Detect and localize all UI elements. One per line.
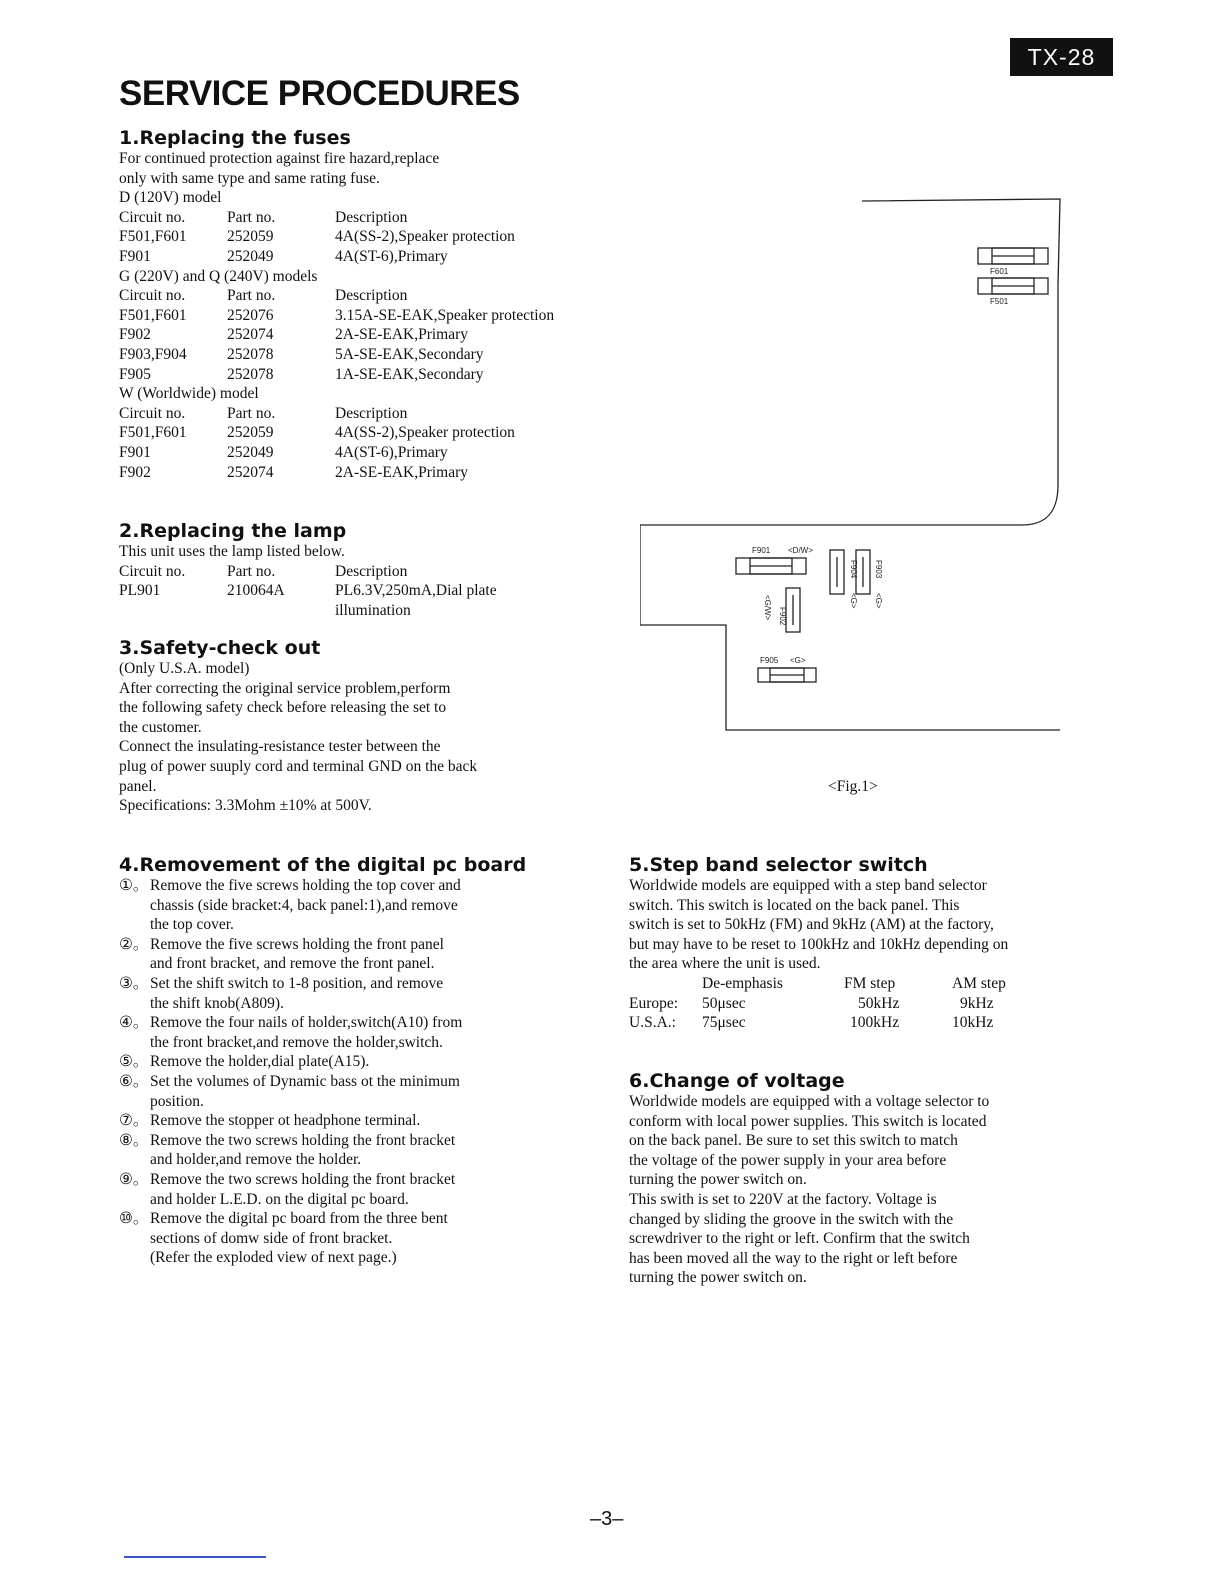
step-band-heading: 5.Step band selector switch — [629, 854, 928, 876]
safety-section — [119, 637, 619, 816]
fuse-table-row: F903,F904 252078 5A-SE-EAK,Secondary — [119, 345, 484, 363]
step-band-row-europe: Europe: 50μsec 50kHz 9kHz — [629, 994, 994, 1012]
fuse-table-row: F905 252078 1A-SE-EAK,Secondary — [119, 365, 484, 383]
label-f601: F601 — [990, 267, 1009, 276]
label-f905-note: <G> — [790, 656, 806, 665]
board-step: ⑩。 Remove the digital pc board from the three bent sections of domw side of front bracket. (Refer the exploded view of next page.) — [119, 1210, 448, 1267]
board-step: ⑦。 Remove the stopper ot headphone terminal. — [119, 1112, 421, 1130]
fuses-intro: For continued protection against fire hazard,replace only with same type and same rating fuse. — [119, 150, 440, 187]
step-band-text: Worldwide models are equipped with a step band selector switch. This switch is located on the back panel. This switch is set to 50kHz (FM) and 9kHz (AM) at the factory, but may have to be reset to 100kHz and 10kHz depending on the area where the unit is used. — [629, 877, 1009, 973]
board-section — [119, 854, 619, 1268]
board-step: ③。 Set the shift switch to 1-8 position, and remove the shift knob(A809). — [119, 974, 444, 1012]
label-f501: F501 — [990, 297, 1009, 306]
step-number: ⑩。 — [119, 1210, 149, 1228]
step-number: ⑥。 — [119, 1072, 149, 1090]
safety-text: (Only U.S.A. model) After correcting the original service problem,perform the following safety check before releasing the set to the customer. Connect the insulating-resistance tester between the plug of power suuply cord and terminal GND on the back panel. Specifications: 3.3Mohm ±10% at 500V. — [119, 660, 478, 815]
step-number: ④。 — [119, 1014, 149, 1032]
board-step: ⑥。 Set the volumes of Dynamic bass ot the minimum position. — [119, 1072, 460, 1110]
voltage-heading: 6.Change of voltage — [629, 1070, 845, 1092]
fuse-table-row: F501,F601 252059 4A(SS-2),Speaker protection — [119, 228, 515, 246]
fuse-table-row: F902 252074 2A-SE-EAK,Primary — [119, 326, 469, 344]
fuse-table-row: F501,F601 252076 3.15A-SE-EAK,Speaker protection — [119, 306, 555, 324]
label-f901-note: <D/W> — [788, 546, 813, 555]
step-number: ⑨。 — [119, 1170, 149, 1188]
board-heading: 4.Removement of the digital pc board — [119, 854, 527, 876]
board-steps — [119, 876, 619, 1268]
fuse-group-model: G (220V) and Q (240V) models — [119, 267, 318, 285]
board-step: ⑤。 Remove the holder,dial plate(A15). — [119, 1053, 370, 1071]
fuse-group-model: D (120V) model — [119, 189, 222, 207]
step-number: ⑦。 — [119, 1112, 149, 1130]
step-number: ⑤。 — [119, 1053, 149, 1071]
step-band-row-usa: U.S.A.: 75μsec 100kHz 10kHz — [629, 1014, 994, 1032]
lamp-table-header: Circuit no. Part no. Description — [119, 562, 408, 580]
safety-heading: 3.Safety-check out — [119, 637, 321, 659]
label-f904: F904 — [849, 560, 858, 579]
fuse-groups — [119, 188, 619, 482]
lamp-table-row: PL901 210064A PL6.3V,250mA,Dial plate illumination — [119, 582, 497, 619]
step-number: ⑧。 — [119, 1131, 149, 1149]
step-band-section — [629, 854, 1119, 1033]
lamp-intro: This unit uses the lamp listed below. — [119, 543, 345, 560]
page-title: SERVICE PROCEDURES — [119, 74, 520, 113]
label-g-note-1: <G> — [849, 593, 858, 609]
figure-caption: <Fig.1> — [828, 778, 878, 795]
fuse-table-header: Circuit no. Part no. Description — [119, 404, 408, 422]
label-f903: F903 — [874, 560, 883, 579]
board-step: ⑨。 Remove the two screws holding the front bracket and holder L.E.D. on the digital pc board. — [119, 1170, 456, 1208]
fuse-table-row: F501,F601 252059 4A(SS-2),Speaker protection — [119, 424, 515, 442]
fuse-group-model: W (Worldwide) model — [119, 385, 259, 403]
board-step: ②。 Remove the five screws holding the front panel and front bracket, and remove the front panel. — [119, 935, 444, 973]
label-f902: F902 — [778, 607, 787, 626]
label-g-note-2: <G> — [874, 593, 883, 609]
fuse-table-header: Circuit no. Part no. Description — [119, 208, 408, 226]
fuse-table-row: F902 252074 2A-SE-EAK,Primary — [119, 463, 469, 481]
fuse-location-figure — [640, 195, 1070, 745]
fuse-table-header: Circuit no. Part no. Description — [119, 287, 408, 305]
step-band-table-header: De-emphasis FM step AM step — [702, 974, 1006, 992]
voltage-section — [629, 1070, 1119, 1288]
voltage-text: Worldwide models are equipped with a voltage selector to conform with local power supplies. This switch is located on the back panel. Be sure to set this switch to match the voltage of the power supply in your area before turning the power switch on. This swith is set to 220V at the factory. Voltage is changed by sliding the groove in the switch with the screwdriver to the right or left. Confirm that the switch has been moved all the way to the right or left before turning the power switch on. — [629, 1093, 990, 1287]
page-number: –3– — [590, 1508, 624, 1530]
fuses-section — [119, 127, 619, 482]
label-f902-note: <G/W> — [763, 595, 772, 621]
fuse-diagram — [640, 195, 1070, 740]
board-step: ⑧。 Remove the two screws holding the front bracket and holder,and remove the holder. — [119, 1131, 456, 1169]
lamp-heading: 2.Replacing the lamp — [119, 520, 347, 542]
fuse-table-row: F901 252049 4A(ST-6),Primary — [119, 443, 448, 461]
label-f905: F905 — [760, 656, 779, 665]
label-f901: F901 — [752, 546, 771, 555]
board-step: ①。 Remove the five screws holding the top cover and chassis (side bracket:4, back panel:1),and remove the top cover. — [119, 877, 461, 934]
board-step: ④。 Remove the four nails of holder,switch(A10) from the front bracket,and remove the holder,switch. — [119, 1014, 463, 1051]
step-number: ②。 — [119, 935, 149, 953]
footer-rule — [124, 1556, 266, 1558]
model-badge: TX-28 — [1010, 38, 1113, 76]
fuses-heading: 1.Replacing the fuses — [119, 127, 351, 149]
step-number: ①。 — [119, 877, 149, 894]
step-band-table — [629, 974, 1119, 1033]
lamp-section — [119, 520, 619, 620]
step-number: ③。 — [119, 974, 149, 992]
fuse-table-row: F901 252049 4A(ST-6),Primary — [119, 247, 448, 265]
